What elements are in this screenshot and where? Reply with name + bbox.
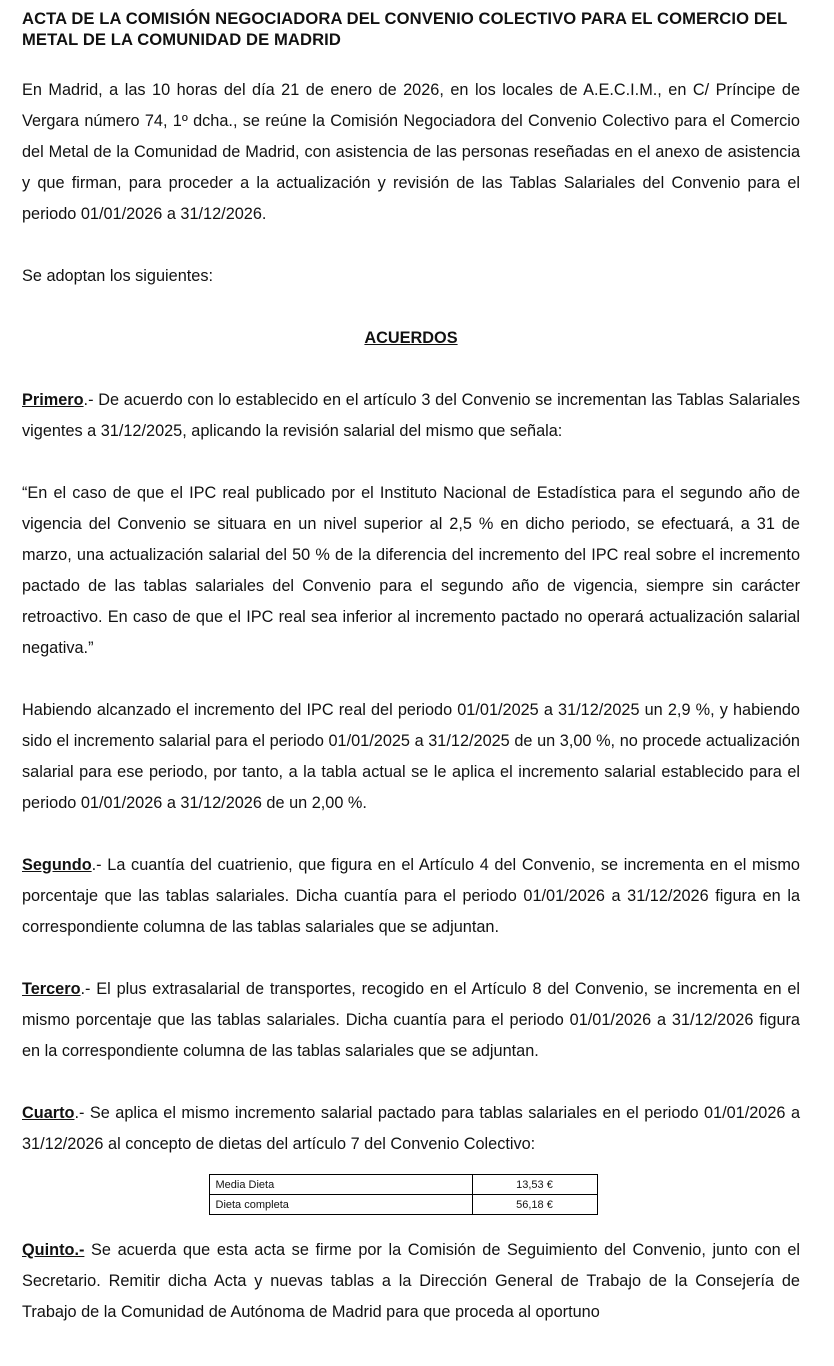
- quinto-text: Se acuerda que esta acta se firme por la Comisión de Seguimiento del Convenio, junto con el Secretario. Remitir dicha Acta y nuevas tablas a la Dirección General de Trabajo de la Consejería de Trabajo de la Comunidad de Autónoma de Madrid para que proceda al oportuno: [22, 1241, 800, 1321]
- dietas-table: [209, 1174, 598, 1215]
- quinto-lead: Quinto.-: [22, 1241, 85, 1259]
- tercero-text: .- El plus extrasalarial de transportes, recogido en el Artículo 8 del Convenio, se incrementa en el mismo porcentaje que las tablas salariales. Dicha cuantía para el periodo 01/01/2026 a 31/12/2026 figura en la correspondiente columna de las tablas salariales que se adjuntan.: [22, 980, 800, 1060]
- primero-text: .- De acuerdo con lo establecido en el artículo 3 del Convenio se incrementan las Tablas Salariales vigentes a 31/12/2025, aplicando la revisión salarial del mismo que señala:: [22, 391, 800, 440]
- acuerdos-heading: ACUERDOS: [364, 329, 458, 347]
- segundo-lead: Segundo: [22, 856, 92, 874]
- habiendo-paragraph: Habiendo alcanzado el incremento del IPC real del periodo 01/01/2025 a 31/12/2025 un 2,9 %, y habiendo sido el incremento salarial para el periodo 01/01/2025 a 31/12/2025 de un 3,00 %, no procede actualización salarial para ese periodo, por tanto, a la tabla actual se le aplica el incremento salarial establecido para el periodo 01/01/2026 a 31/12/2026 de un 2,00 %.: [22, 701, 800, 812]
- dieta-label: Media Dieta: [209, 1175, 472, 1195]
- primero-paragraph: [22, 385, 800, 447]
- segundo-paragraph: [22, 850, 800, 943]
- quinto-paragraph: [22, 1235, 800, 1328]
- quote-paragraph: “En el caso de que el IPC real publicado por el Instituto Nacional de Estadística para el segundo año de vigencia del Convenio se situara en un nivel superior al 2,5 % en dicho periodo, se efectuará, a 31 de marzo, una actualización salarial del 50 % de la diferencia del incremento del IPC real sobre el incremento pactado de las tablas salariales del Convenio para el segundo año de vigencia, siempre sin carácter retroactivo. En caso de que el IPC real sea inferior al incremento pactado no operará actualización salarial negativa.”: [22, 484, 800, 657]
- intro-paragraph: En Madrid, a las 10 horas del día 21 de enero de 2026, en los locales de A.E.C.I.M., en C/ Príncipe de Vergara número 74, 1º dcha., se reúne la Comisión Negociadora del Convenio Colectivo para el Comercio del Metal de la Comunidad de Madrid, con asistencia de las personas reseñadas en el anexo de asistencia y que firman, para proceder a la actualización y revisión de las Tablas Salariales del Convenio para el periodo 01/01/2026 a 31/12/2026.: [22, 81, 800, 223]
- dieta-value: 56,18 €: [472, 1195, 597, 1215]
- tercero-paragraph: [22, 974, 800, 1067]
- cuarto-text: .- Se aplica el mismo incremento salarial pactado para tablas salariales en el periodo 01/01/2026 a 31/12/2026 al concepto de dietas del artículo 7 del Convenio Colectivo:: [22, 1104, 800, 1153]
- segundo-text: .- La cuantía del cuatrienio, que figura en el Artículo 4 del Convenio, se incrementa en el mismo porcentaje que las tablas salariales. Dicha cuantía para el periodo 01/01/2026 a 31/12/2026 figura en la correspondiente columna de las tablas salariales que se adjuntan.: [22, 856, 800, 936]
- document-title: ACTA DE LA COMISIÓN NEGOCIADORA DEL CONVENIO COLECTIVO PARA EL COMERCIO DEL METAL DE LA COMUNIDAD DE MADRID: [22, 9, 788, 49]
- tercero-lead: Tercero: [22, 980, 81, 998]
- dieta-label: Dieta completa: [209, 1195, 472, 1215]
- table-row: [209, 1195, 597, 1215]
- cuarto-lead: Cuarto: [22, 1104, 75, 1122]
- adopt-line: Se adoptan los siguientes:: [22, 267, 213, 285]
- table-row: [209, 1175, 597, 1195]
- dieta-value: 13,53 €: [472, 1175, 597, 1195]
- primero-lead: Primero: [22, 391, 84, 409]
- cuarto-paragraph: [22, 1098, 800, 1160]
